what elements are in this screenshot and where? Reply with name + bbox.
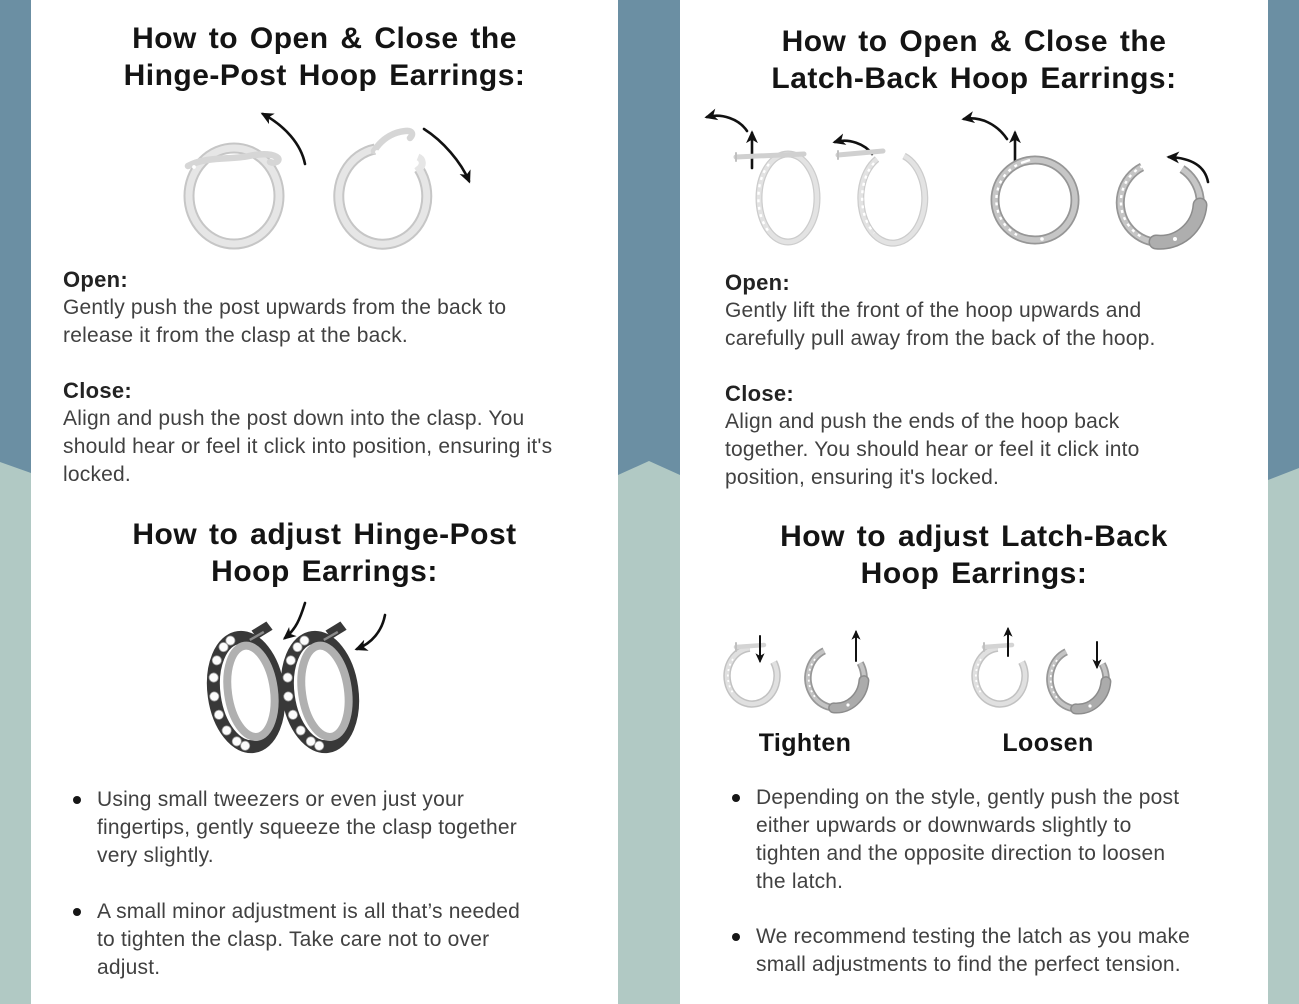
- hinge-post-adjust-illustration: [200, 593, 420, 758]
- hinge-hoop-open-icon: [339, 131, 427, 244]
- curved-arrow-down-right-icon: [424, 129, 469, 181]
- curved-arrow-down-icon: [357, 615, 385, 649]
- bullet-text: Depending on the style, gently push the post either upwards or downwards slightly to tighten and the opposite direction to loosen the latch.: [756, 786, 1180, 893]
- latch-back-panel: [680, 0, 1268, 1004]
- open-label: Open:: [63, 267, 129, 292]
- latch-hoop-open-icon: [838, 151, 925, 243]
- curved-arrow-down-icon: [285, 603, 305, 638]
- jeweled-hoop-earring-icon: [274, 621, 362, 754]
- hinge-post-adjust-title: How to adjust Hinge-Post Hoop Earrings:: [132, 518, 517, 588]
- open-label: Open:: [725, 270, 791, 295]
- bullet-text: We recommend testing the latch as you make small adjustments to find the perfect tension.: [756, 925, 1191, 976]
- latch-back-open-close-illustration: [697, 106, 1257, 256]
- latch-back-open-close-title: How to Open & Close the Latch-Back Hoop Earrings:: [771, 25, 1177, 95]
- tighten-label: Tighten: [758, 729, 852, 757]
- left-chevron-ribbon: [0, 0, 31, 1004]
- bullet-dot: [73, 908, 81, 916]
- jeweled-hoop-earring-icon: [200, 621, 288, 754]
- close-instructions: Align and push the post down into the clasp. You should hear or feel it click into position, ensuring it's locked.: [63, 407, 553, 486]
- open-instructions: Gently push the post upwards from the back to release it from the clasp at the back.: [63, 296, 507, 347]
- close-label: Close:: [725, 381, 795, 406]
- right-chevron-ribbon: [1268, 0, 1299, 1004]
- hinge-post-open-close-title: How to Open & Close the Hinge-Post Hoop Earrings:: [123, 22, 526, 92]
- bullet-dot: [732, 794, 740, 802]
- latch-back-adjust-illustration: [712, 616, 1222, 728]
- middle-chevron-ribbon: [618, 0, 680, 1004]
- latch-hoop-closed-icon: [975, 643, 1025, 704]
- curved-arrow-left-icon: [964, 118, 1007, 139]
- bullet-dot: [732, 933, 740, 941]
- bullet-text: A small minor adjustment is all that’s needed to tighten the clasp. Take care not to over adjust.: [97, 900, 520, 979]
- latch-hoop-closed-icon: [736, 153, 817, 242]
- bullet-dot: [73, 796, 81, 804]
- hinge-hoop-closed-icon: [188, 148, 279, 244]
- curved-arrow-left-icon: [707, 116, 747, 131]
- loosen-label: Loosen: [1002, 729, 1094, 757]
- bullet-item: [732, 784, 1179, 896]
- hinge-post-panel: [31, 0, 618, 1004]
- bullet-item: [73, 786, 517, 870]
- bullet-item: [73, 898, 520, 982]
- hinge-post-open-close-illustration: [171, 104, 481, 254]
- latch-back-adjust-title: How to adjust Latch-Back Hoop Earrings:: [780, 520, 1168, 590]
- latch-hoop-thick-closed-icon: [995, 160, 1075, 241]
- bullet-text: Using small tweezers or even just your fingertips, gently squeeze the clasp together very slightly.: [97, 788, 517, 867]
- bullet-item: [732, 923, 1190, 979]
- latch-hoop-closed-icon: [727, 643, 777, 704]
- close-instructions: Align and push the ends of the hoop back together. You should hear or feel it click into position, ensuring it's locked.: [725, 410, 1140, 489]
- latch-hoop-thick-open-icon: [1120, 166, 1200, 243]
- close-label: Close:: [63, 378, 133, 403]
- open-instructions: Gently lift the front of the hoop upwards and carefully pull away from the back of the hoop.: [725, 299, 1156, 350]
